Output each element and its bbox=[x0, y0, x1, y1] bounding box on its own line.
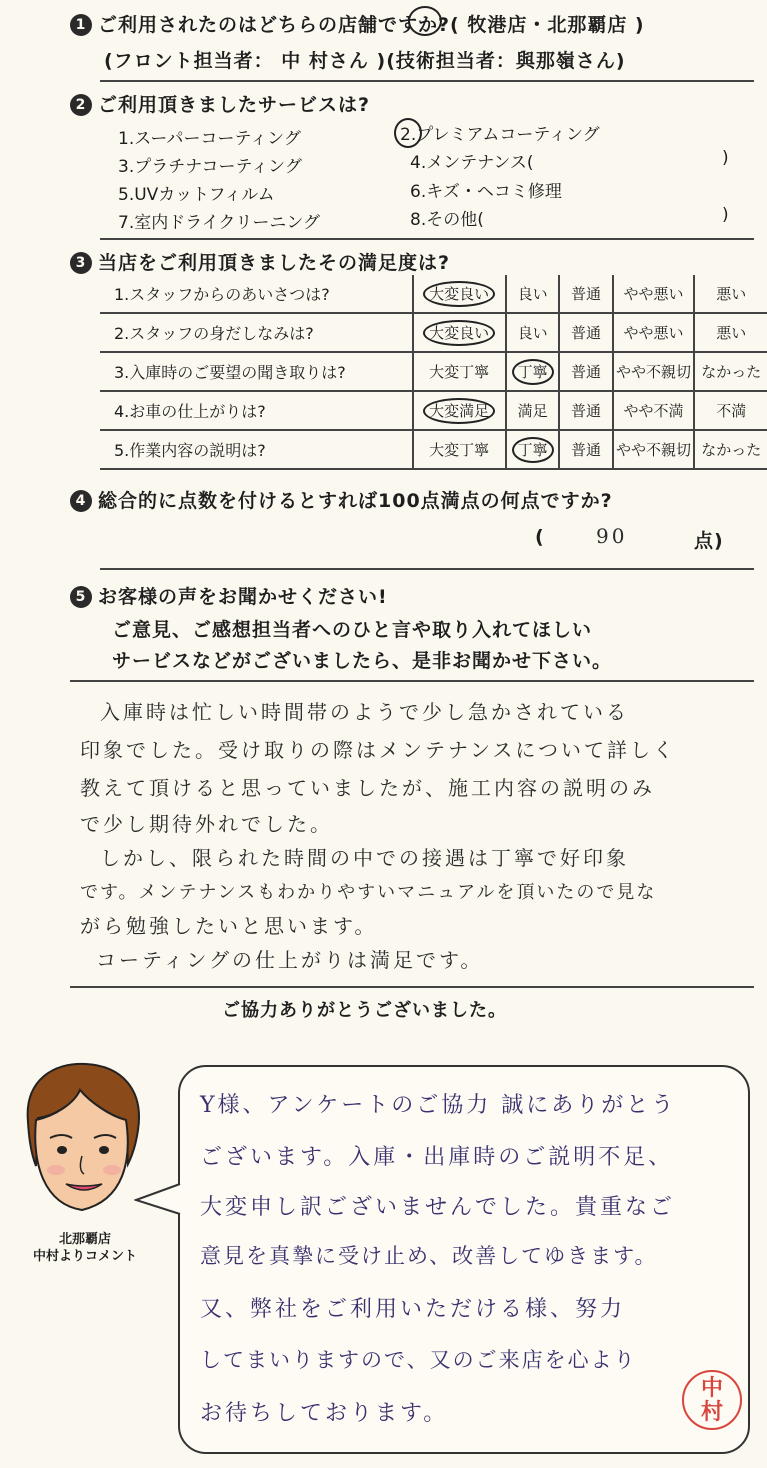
divider bbox=[70, 680, 754, 682]
satisfaction-row bbox=[100, 275, 767, 313]
option-text: なかった bbox=[701, 441, 762, 459]
option-text: 大変良い bbox=[423, 320, 495, 346]
service-2-circle bbox=[394, 118, 422, 148]
satisfaction-option bbox=[613, 313, 695, 352]
answer-line-8: コーティングの仕上がりは満足です。 bbox=[96, 948, 484, 972]
service-1: 1.スーパーコーティング bbox=[118, 129, 301, 149]
satisfaction-option bbox=[613, 352, 695, 391]
option-text: やや不満 bbox=[623, 402, 684, 420]
q3-number: 3 bbox=[70, 252, 92, 274]
comment-line-5: 又、弊社をご利用いただける様、努力 bbox=[200, 1297, 626, 1322]
option-text: 普通 bbox=[570, 324, 601, 342]
satisfaction-option bbox=[694, 391, 767, 430]
divider bbox=[100, 238, 754, 240]
satisfaction-label: 4.お車の仕上がりは? bbox=[100, 391, 413, 430]
q4-number: 4 bbox=[70, 490, 92, 512]
option-text: やや悪い bbox=[623, 324, 684, 342]
q4-question-text: 総合的に点数を付けるとすれば100点満点の何点ですか? bbox=[98, 490, 613, 512]
q3-question bbox=[70, 248, 450, 275]
comment-line-2: ございます。入庫・出庫時のご説明不足、 bbox=[200, 1145, 674, 1170]
q1-question bbox=[70, 10, 645, 37]
satisfaction-option-selected bbox=[413, 391, 506, 430]
service-6: 6.キズ・ヘコミ修理 bbox=[410, 182, 562, 202]
divider bbox=[70, 986, 754, 988]
comment-store: 北那覇店 bbox=[58, 1232, 111, 1247]
service-8: 8.その他( bbox=[410, 210, 484, 230]
satisfaction-option-selected bbox=[413, 313, 506, 352]
q2-number: 2 bbox=[70, 94, 92, 116]
option-text: 大変満足 bbox=[423, 398, 495, 424]
satisfaction-option bbox=[506, 391, 560, 430]
satisfaction-option bbox=[559, 391, 612, 430]
option-text: 良い bbox=[517, 324, 548, 342]
option-text: やや不親切 bbox=[615, 363, 691, 381]
comment-line-3: 大変申し訳ございませんでした。貴重なご bbox=[200, 1195, 676, 1220]
satisfaction-option bbox=[413, 430, 506, 469]
q5-number: 5 bbox=[70, 586, 92, 608]
option-text: 悪い bbox=[716, 324, 747, 342]
satisfaction-option bbox=[694, 352, 767, 391]
name-stamp bbox=[682, 1370, 742, 1430]
satisfaction-option bbox=[506, 313, 560, 352]
q4-question bbox=[70, 486, 613, 513]
satisfaction-option-selected bbox=[506, 430, 560, 469]
comment-line-6: してまいりますので、又のご来店を心より bbox=[200, 1348, 637, 1372]
option-text: なかった bbox=[701, 363, 762, 381]
q4-score: 90 bbox=[596, 524, 628, 548]
q5-line2: ご意見、ご感想担当者へのひと言や取り入れてほしい bbox=[112, 619, 593, 641]
service-3: 3.プラチナコーティング bbox=[118, 157, 302, 177]
q3-question-text: 当店をご利用頂きましたその満足度は? bbox=[98, 252, 451, 274]
satisfaction-option bbox=[559, 352, 612, 391]
service-7: 7.室内ドライクリーニング bbox=[118, 213, 321, 233]
satisfaction-option bbox=[613, 275, 695, 313]
satisfaction-option bbox=[694, 430, 767, 469]
satisfaction-option bbox=[559, 430, 612, 469]
satisfaction-option bbox=[559, 313, 612, 352]
answer-line-3: 教えて頂けると思っていましたが、施工内容の説明のみ bbox=[80, 776, 655, 800]
satisfaction-label: 3.入庫時のご要望の聞き取りは? bbox=[100, 352, 413, 391]
satisfaction-option-selected bbox=[506, 352, 560, 391]
service-2: 2.プレミアムコーティング bbox=[400, 125, 600, 145]
satisfaction-table bbox=[100, 275, 767, 470]
satisfaction-option bbox=[613, 430, 695, 469]
satisfaction-row bbox=[100, 430, 767, 469]
satisfaction-option bbox=[413, 352, 506, 391]
option-text: 普通 bbox=[570, 402, 601, 420]
bubble-tail bbox=[134, 1180, 182, 1220]
option-text: 丁寧 bbox=[512, 437, 554, 463]
comment-line-1: Y様、アンケートのご協力 誠にありがとう bbox=[200, 1093, 677, 1118]
satisfaction-option bbox=[694, 313, 767, 352]
q4-open-paren: ( bbox=[535, 526, 545, 548]
q2-question bbox=[70, 90, 370, 117]
service-8-close: ) bbox=[722, 205, 729, 225]
answer-line-1: 入庫時は忙しい時間帯のようで少し急かされている bbox=[100, 700, 629, 724]
stamp-top: 中 bbox=[700, 1375, 723, 1401]
option-text: 普通 bbox=[570, 363, 601, 381]
answer-line-5: しかし、限られた時間の中での接遇は丁寧で好印象 bbox=[100, 846, 629, 870]
option-text: 丁寧 bbox=[512, 359, 554, 385]
option-text: 普通 bbox=[570, 285, 601, 303]
staff-avatar bbox=[14, 1060, 154, 1230]
answer-line-7: がら勉強したいと思います。 bbox=[80, 914, 378, 938]
satisfaction-label: 1.スタッフからのあいさつは? bbox=[100, 275, 413, 313]
satisfaction-row bbox=[100, 352, 767, 391]
satisfaction-option-selected bbox=[413, 275, 506, 313]
option-text: 大変良い bbox=[423, 281, 495, 307]
q5-line1: お客様の声をお聞かせください! bbox=[98, 586, 388, 608]
comment-from: 中村よりコメント bbox=[32, 1249, 137, 1264]
q2-question-text: ご利用頂きましたサービスは? bbox=[98, 94, 371, 116]
stamp-bottom: 村 bbox=[700, 1399, 723, 1425]
divider bbox=[100, 568, 754, 570]
satisfaction-option bbox=[506, 275, 560, 313]
comment-line-7: お待ちしております。 bbox=[200, 1401, 449, 1426]
q4-close: 点) bbox=[694, 530, 724, 552]
option-text: 満足 bbox=[517, 402, 548, 420]
satisfaction-row bbox=[100, 391, 767, 430]
option-text: 悪い bbox=[716, 285, 747, 303]
option-text: やや悪い bbox=[623, 285, 684, 303]
option-text: やや不親切 bbox=[615, 441, 691, 459]
satisfaction-label: 5.作業内容の説明は? bbox=[100, 430, 413, 469]
option-text: 不満 bbox=[716, 402, 747, 420]
satisfaction-option bbox=[694, 275, 767, 313]
service-4-close: ) bbox=[722, 148, 729, 168]
satisfaction-row bbox=[100, 313, 767, 352]
answer-line-4: で少し期待外れでした。 bbox=[80, 812, 333, 836]
q5-question bbox=[70, 582, 388, 609]
answer-line-2: 印象でした。受け取りの際はメンテナンスについて詳しく bbox=[80, 738, 676, 762]
satisfaction-label: 2.スタッフの身だしなみは? bbox=[100, 313, 413, 352]
store-circle bbox=[408, 6, 442, 36]
comment-line-4: 意見を真摯に受け止め、改善してゆきます。 bbox=[200, 1244, 658, 1268]
option-text: 普通 bbox=[570, 441, 601, 459]
q1-question-text: ご利用されたのはどちらの店舗ですか?( 牧港店・北那覇店 ) bbox=[98, 14, 645, 36]
option-text: 大変丁寧 bbox=[429, 441, 490, 459]
service-5: 5.UVカットフィルム bbox=[118, 185, 275, 205]
satisfaction-option bbox=[559, 275, 612, 313]
satisfaction-option bbox=[613, 391, 695, 430]
q1-staff-line: (フロント担当者： 中 村さん )(技術担当者：與那嶺さん) bbox=[104, 50, 626, 72]
service-4: 4.メンテナンス( bbox=[410, 153, 534, 173]
answer-line-6: です。メンテナンスもわかりやすいマニュアルを頂いたので見な bbox=[80, 882, 657, 903]
option-text: 良い bbox=[517, 285, 548, 303]
thanks-text: ご協力ありがとうございました。 bbox=[222, 1000, 507, 1021]
option-text: 大変丁寧 bbox=[429, 363, 490, 381]
q1-number: 1 bbox=[70, 14, 92, 36]
q5-line3: サービスなどがございましたら、是非お聞かせ下さい。 bbox=[112, 650, 613, 672]
divider bbox=[100, 80, 754, 82]
